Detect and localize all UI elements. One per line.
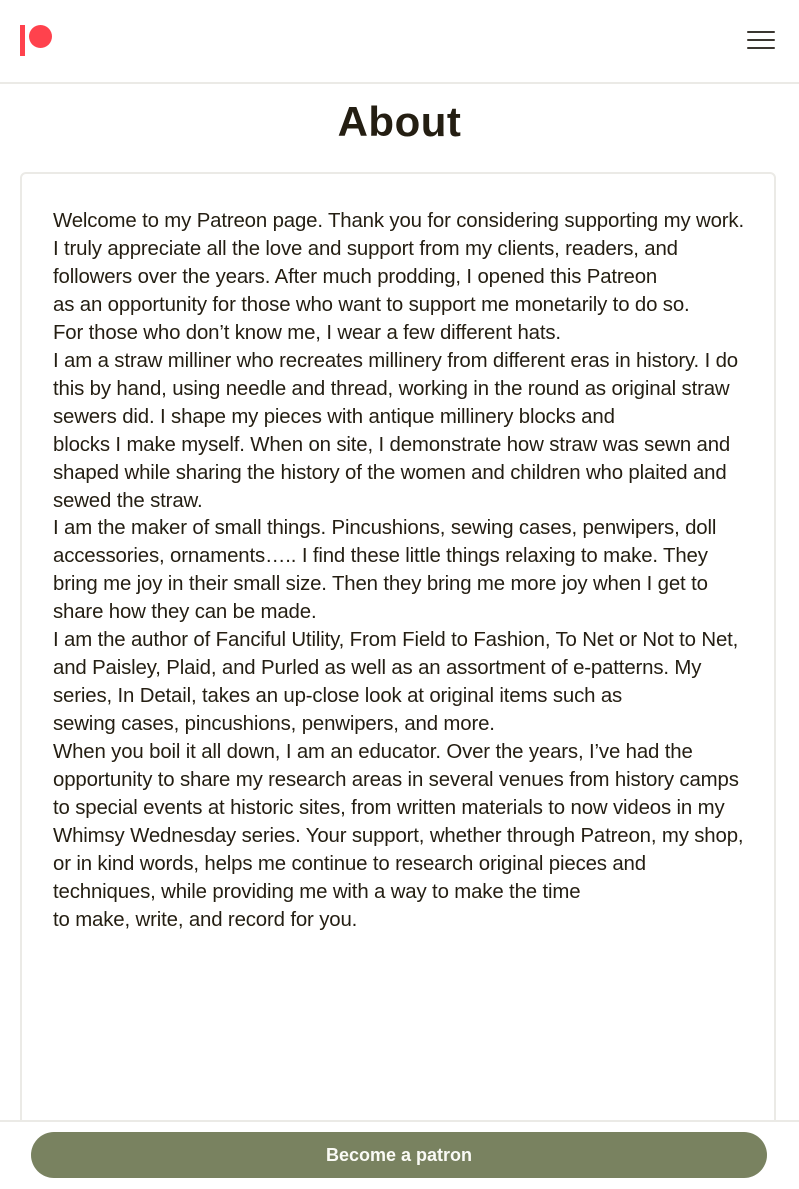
about-paragraph: blocks I make myself. When on site, I demonstrate how straw was sewn and shaped while sharing the history of the women and children who plaited and sewed the straw.: [53, 433, 731, 512]
logo-dot-icon: [29, 25, 52, 48]
about-paragraph: I am a straw milliner who recreates millinery from different eras in history. I do this by hand, using needle and thread, working in the round as original straw sewers did. I shape my pieces with antique millinery blocks and: [53, 349, 738, 428]
about-paragraph: I am the author of Fanciful Utility, From Field to Fashion, To Net or Not to Net, and Paisley, Plaid, and Purled as well as an assortment of e-patterns. My series, In Detail, takes an up-close look at original items such as: [53, 629, 739, 708]
top-navigation-bar: [0, 0, 799, 84]
about-paragraph: Welcome to my Patreon page. Thank you for considering supporting my work. I truly appreciate all the love and support from my clients, readers, and followers over the years. After much prodding, I opened this Patreon: [53, 210, 744, 288]
logo-bar-icon: [20, 25, 25, 56]
about-paragraph: I am the maker of small things. Pincushions, sewing cases, penwipers, doll accessories, ornaments….. I find these little things relaxing to make. They bring me joy in their small size. Then they bring me more joy when I get to share how they can be made.: [53, 517, 717, 624]
page-title: About: [337, 98, 462, 145]
about-paragraph: sewing cases, pincushions, penwipers, and more.: [53, 713, 495, 736]
about-paragraph: as an opportunity for those who want to support me monetarily to do so.: [53, 293, 690, 316]
menu-line: [747, 31, 775, 33]
menu-line: [747, 47, 775, 49]
about-paragraph: For those who don’t know me, I wear a few different hats.: [53, 321, 561, 344]
hamburger-menu-icon[interactable]: [745, 28, 777, 54]
become-patron-button[interactable]: Become a patron: [31, 1132, 767, 1178]
patreon-logo[interactable]: [20, 25, 54, 57]
about-text: [53, 208, 753, 935]
menu-line: [747, 39, 775, 41]
about-paragraph: When you boil it all down, I am an educator. Over the years, I’ve had the opportunity to share my research areas in several venues from history camps to special events at historic sites, from written materials to now videos in my Whimsy Wednesday series. Your support, whether through Patreon, my shop, or in kind words, helps me continue to research original pieces and techniques, while providing me with a way to make the time: [53, 741, 744, 903]
about-paragraph: to make, write, and record for you.: [53, 908, 358, 931]
